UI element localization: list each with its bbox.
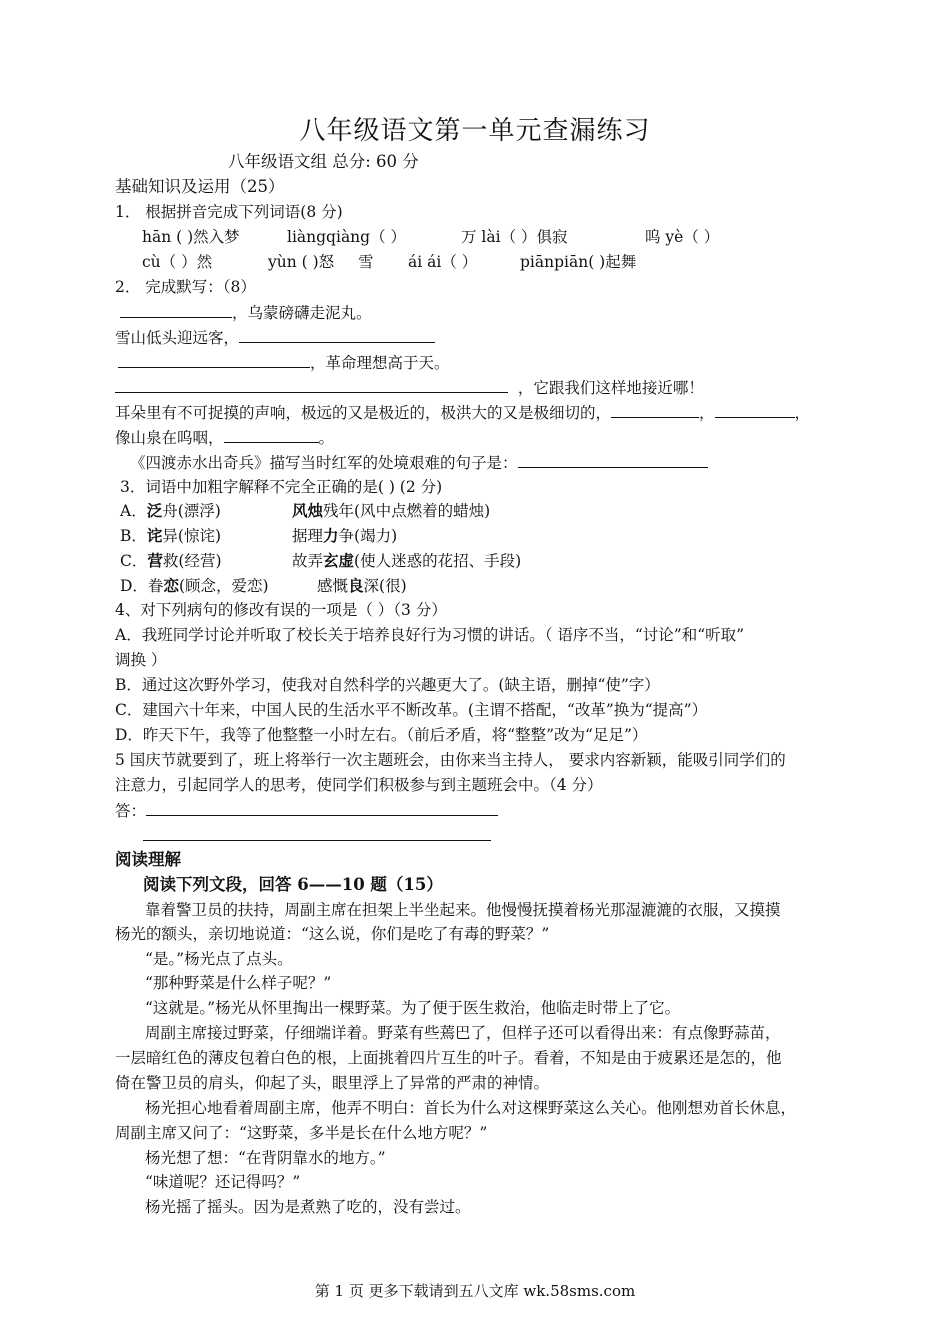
answer-blank[interactable] [146, 800, 498, 816]
q3-option-a-2: 风烛残年(风中点燃着的蜡烛) [292, 501, 491, 520]
q2-line: 耳朵里有不可捉摸的声响，极远的又是极近的，极洪大的又是极细切的， ， ， [115, 404, 811, 422]
answer-blank[interactable] [118, 352, 310, 368]
passage-line: “是。”杨光点了点头。 [145, 950, 293, 968]
q3-option-b: B．诧异(惊诧) [120, 526, 222, 545]
q1-item: yùn ( )怒 [268, 253, 335, 271]
q4-option-a: A．我班同学讨论并听取了校长关于培养良好行为习惯的讲话。（ 语序不当，“讨论”和“听取” [115, 626, 745, 644]
answer-blank[interactable] [715, 402, 795, 418]
page-footer: 第 1 页 更多下载请到五八文库 wk.58sms.com [314, 1282, 636, 1300]
page-title: 八年级语文第一单元查漏练习 [299, 116, 651, 146]
q1-item: 呜 yè（ ） [645, 228, 720, 246]
q1-item: liàngqiàng（ ） [287, 228, 407, 246]
passage-line: 靠着警卫员的扶持，周副主席在担架上半坐起来。他慢慢抚摸着杨光那湿漉漉的衣服，又摸摸 [145, 901, 781, 919]
q3-option-c-2: 故弄玄虚(使人迷惑的花招、手段) [292, 551, 522, 570]
q3-option-d: D．眷恋(顾念，爱恋) [120, 576, 269, 595]
passage-line: 杨光摇了摇头。因为是煮熟了吃的，没有尝过。 [145, 1198, 471, 1216]
q5-answer-line: 答： [115, 800, 498, 821]
q2-line: 《四渡赤水出奇兵》描写当时红军的处境艰难的句子是： [130, 452, 708, 473]
answer-blank[interactable] [239, 327, 435, 343]
q1-item: cù（ ）然 [142, 253, 213, 271]
q3-option-a: A．泛舟(漂浮) [120, 501, 221, 520]
q1-item: piānpiān( )起舞 [520, 253, 637, 271]
question-1-label: 1． 根据拼音完成下列词语(8 分) [115, 203, 343, 221]
passage-line: “那种野菜是什么样子呢？” [145, 974, 332, 992]
q3-option-d-2: 感慨良深(很) [317, 576, 407, 595]
q4-option-b: B．通过这次野外学习，使我对自然科学的兴趣更大了。(缺主语，删掉“使”字） [115, 676, 660, 694]
passage-line: 杨光担心地看着周副主席，他弄不明白：首长为什么对这棵野菜这么关心。他刚想劝首长休息， [145, 1099, 797, 1117]
answer-blank[interactable] [611, 402, 699, 418]
answer-blank[interactable] [115, 377, 508, 393]
passage-line: “味道呢？还记得吗？” [145, 1173, 301, 1191]
q2-line: ，它跟我们这样地接近哪！ [115, 377, 704, 398]
answer-blank[interactable] [143, 825, 491, 841]
q4-option-d: D．昨天下午，我等了他整整一小时左右。（前后矛盾，将“整整”改为“足足”） [115, 726, 648, 744]
q4-option-a-cont: 调换 ） [115, 651, 167, 669]
section-basic-knowledge: 基础知识及运用（25） [115, 177, 285, 196]
question-3-label: 3．词语中加粗字解释不完全正确的是( ) (2 分) [120, 478, 443, 496]
passage-line: 杨光的额头，亲切地说道：“这么说，你们是吃了有毒的野菜？” [115, 925, 550, 943]
question-5-text: 5 国庆节就要到了，班上将举行一次主题班会，由你来当主持人， 要求内容新颖，能吸引同学们的 [115, 751, 786, 769]
answer-blank[interactable] [224, 427, 319, 443]
passage-line: “这就是。”杨光从怀里掏出一棵野菜。为了便于医生救治，他临走时带上了它。 [145, 999, 681, 1017]
q1-item: ái ái（ ） [408, 253, 478, 271]
subtitle: 八年级语文组 总分: 60 分 [228, 152, 419, 171]
passage-line: 一层暗红色的薄皮包着白色的根，上面挑着四片互生的叶子。看着，不知是由于疲累还是怎的，他 [115, 1049, 782, 1067]
section-reading: 阅读理解 [115, 850, 181, 869]
passage-line: 杨光想了想：“在背阴靠水的地方。” [145, 1149, 386, 1167]
q2-line: 像山泉在呜咽， 。 [115, 429, 335, 447]
question-4-label: 4、对下列病句的修改有误的一项是（ ）（3 分） [115, 601, 447, 619]
passage-line: 周副主席又问了：“这野菜，多半是长在什么地方呢？” [115, 1124, 488, 1142]
q5-answer-line [143, 825, 491, 846]
q2-line: ，乌蒙磅礴走泥丸。 [120, 302, 372, 323]
q4-option-c: C．建国六十年来，中国人民的生活水平不断改革。(主谓不搭配，“改革”换为“提高”） [115, 701, 708, 719]
q3-option-c: C．营救(经营) [120, 551, 222, 570]
q2-line: ，革命理想高于天。 [118, 352, 450, 373]
q3-option-b-2: 据理力争(竭力) [292, 526, 398, 545]
q1-item: hān ( )然入梦 [142, 228, 240, 246]
passage-line: 周副主席接过野菜，仔细端详着。野菜有些蔫巴了，但样子还可以看得出来：有点像野蒜苗， [145, 1024, 781, 1042]
q1-item: 雪 [358, 253, 374, 271]
reading-instruction: 阅读下列文段，回答 6——10 题（15） [143, 875, 443, 894]
question-5-text-cont: 注意力，引起同学人的思考，使同学们积极参与到主题班会中。（4 分） [115, 776, 603, 794]
answer-blank[interactable] [518, 452, 708, 468]
q1-item: 万 lài（ ）俱寂 [461, 228, 568, 246]
answer-blank[interactable] [120, 302, 232, 318]
question-2-label: 2． 完成默写：（8） [115, 278, 256, 296]
q2-line: 雪山低头迎远客， [115, 327, 435, 348]
passage-line: 倚在警卫员的肩头，仰起了头，眼里浮上了异常的严肃的神情。 [115, 1074, 550, 1092]
